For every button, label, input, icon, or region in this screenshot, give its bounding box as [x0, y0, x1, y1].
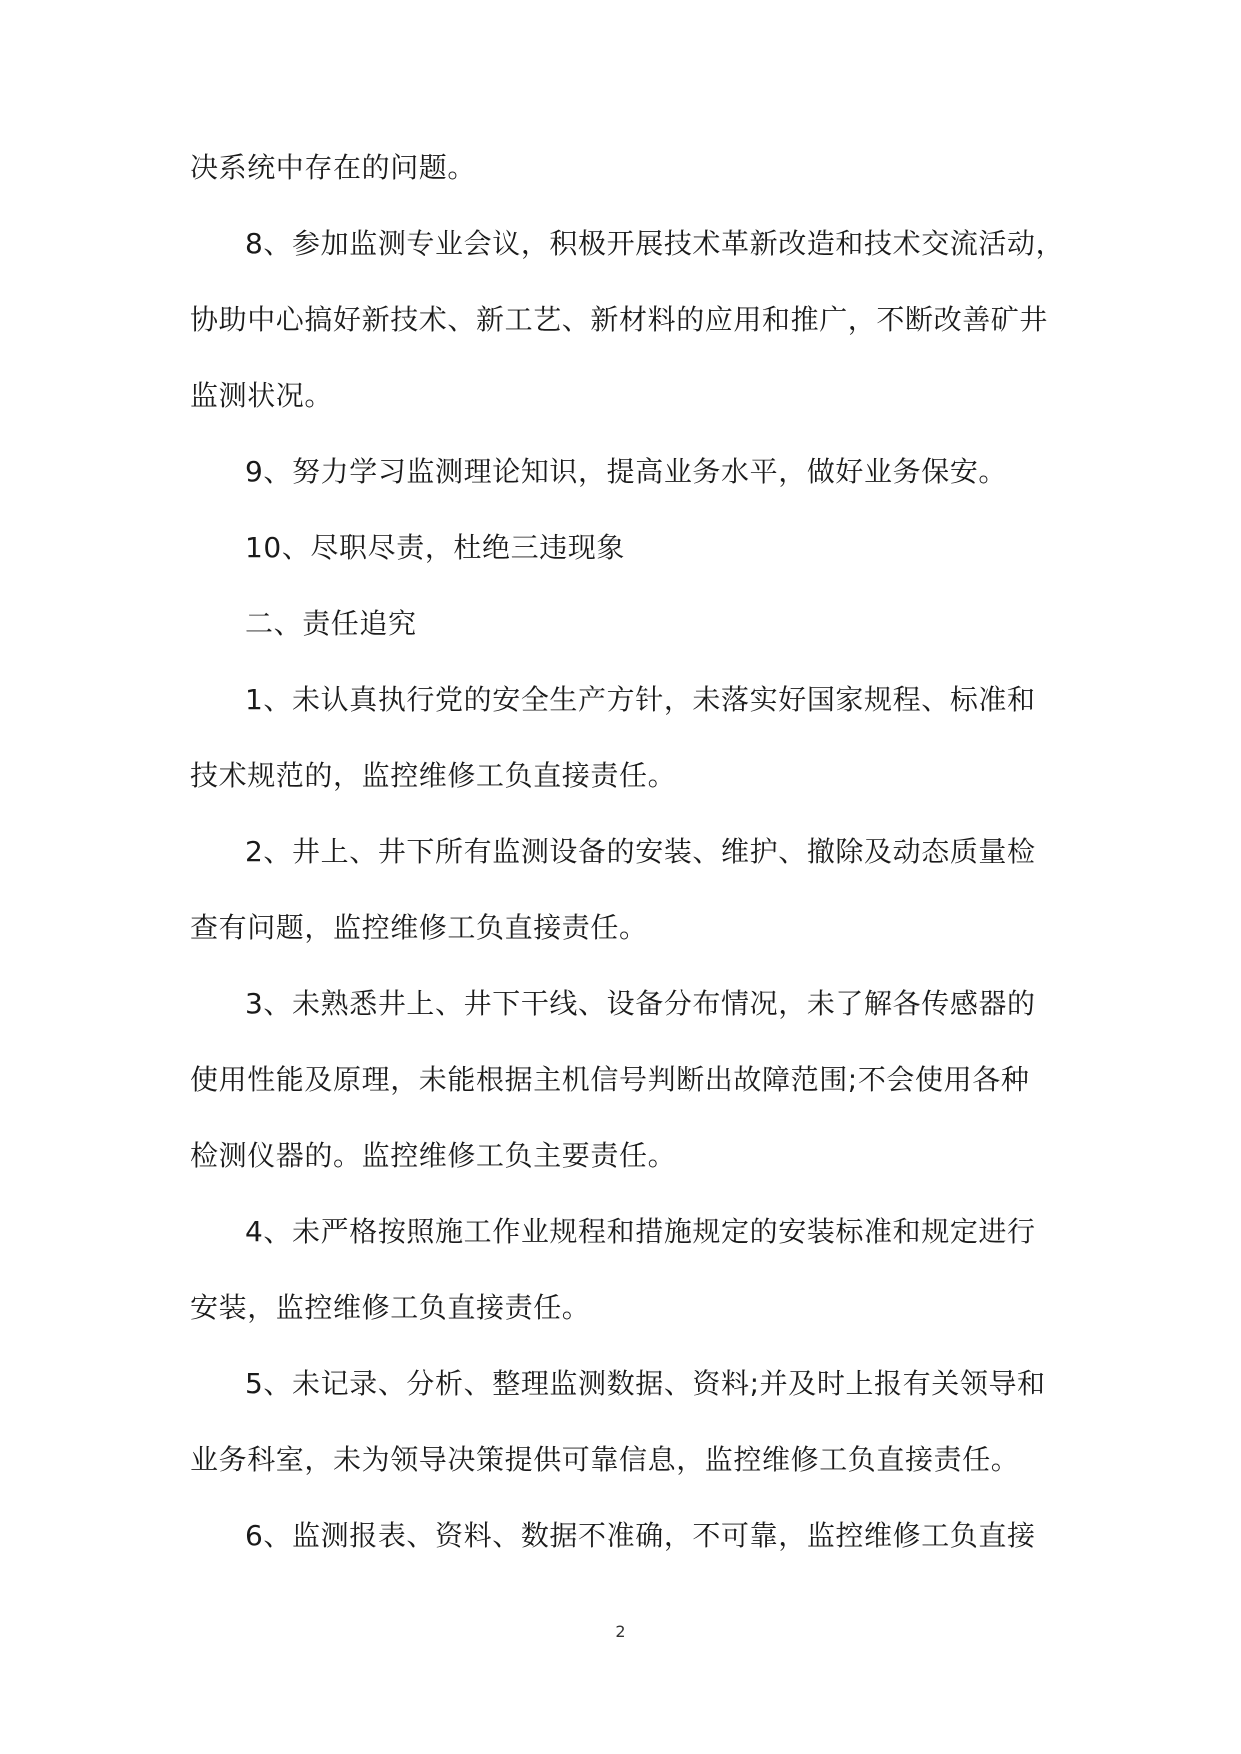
text-line-6: 10、尽职尽责，杜绝三违现象 [245, 531, 626, 564]
section-heading: 二、责任追究 [245, 607, 417, 640]
text-line-3: 协助中心搞好新技术、新工艺、新材料的应用和推广，不断改善矿井 [190, 303, 1049, 336]
text-line-14: 检测仪器的。监控维修工负主要责任。 [190, 1139, 677, 1172]
text-line-2: 8、参加监测专业会议，积极开展技术革新改造和技术交流活动， [245, 227, 1065, 260]
text-line-4: 监测状况。 [190, 379, 334, 412]
text-line-17: 5、未记录、分析、整理监测数据、资料;并及时上报有关领导和 [245, 1367, 1046, 1400]
text-line-1: 决系统中存在的问题。 [190, 151, 477, 184]
text-line-19: 6、监测报表、资料、数据不准确，不可靠，监控维修工负直接 [245, 1519, 1036, 1552]
text-line-11: 查有问题，监控维修工负直接责任。 [190, 911, 648, 944]
text-line-18: 业务科室，未为领导决策提供可靠信息，监控维修工负直接责任。 [190, 1443, 1020, 1476]
text-line-12: 3、未熟悉井上、井下干线、设备分布情况，未了解各传感器的 [245, 987, 1036, 1020]
text-line-15: 4、未严格按照施工作业规程和措施规定的安装标准和规定进行 [245, 1215, 1036, 1248]
text-line-13: 使用性能及原理，未能根据主机信号判断出故障范围;不会使用各种 [190, 1063, 1030, 1096]
text-line-8: 1、未认真执行党的安全生产方针，未落实好国家规程、标准和 [245, 683, 1036, 716]
text-line-5: 9、努力学习监测理论知识，提高业务水平，做好业务保安。 [245, 455, 1008, 488]
page-number: 2 [615, 1622, 626, 1641]
text-line-16: 安装，监控维修工负直接责任。 [190, 1291, 591, 1324]
text-line-9: 技术规范的，监控维修工负直接责任。 [190, 759, 677, 792]
text-line-10: 2、井上、井下所有监测设备的安装、维护、撤除及动态质量检 [245, 835, 1036, 868]
